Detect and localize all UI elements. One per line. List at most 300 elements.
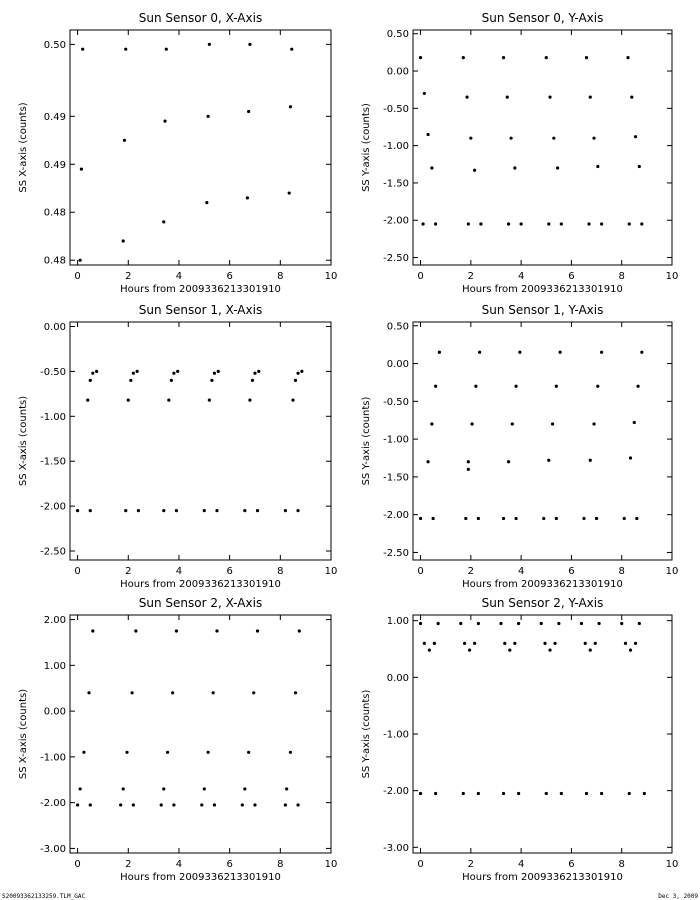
x-tick-label: 0 [74,566,81,577]
y-tick-label: 1.00 [386,616,409,628]
data-point [171,691,174,694]
x-tick-label: 8 [618,271,625,282]
x-tick-label: 4 [175,271,183,282]
y-tick-label: -1.00 [40,752,66,764]
data-point [289,751,292,754]
data-point [300,370,303,373]
x-tick-label: 8 [277,566,284,577]
x-tick-label: 10 [324,271,338,282]
data-point [160,803,163,806]
data-point [124,48,127,51]
x-tick-label: 6 [568,566,575,577]
chart-title: Sun Sensor 1, X-Axis [138,303,263,317]
data-point [95,370,98,373]
data-point [419,622,422,625]
data-point [582,517,585,520]
data-point [207,751,210,754]
data-point [246,196,249,199]
data-point [557,622,560,625]
y-tick-label: -1.50 [40,456,66,468]
x-tick-label: 10 [324,566,338,577]
x-tick-label: 2 [125,271,132,282]
data-point [123,139,126,142]
data-point [540,622,543,625]
data-point [215,509,218,512]
data-point [122,239,125,242]
data-point [624,642,627,645]
y-tick-label: 0.49 [43,111,66,123]
data-point [470,422,473,425]
chart-panel-0 [18,11,337,295]
data-point [636,385,639,388]
data-point [463,642,466,645]
y-axis-label: SS Y-axis (counts) [361,689,372,779]
chart-title: Sun Sensor 2, X-Axis [138,596,263,610]
chart-panel-4 [18,596,337,883]
y-tick-label: 0.48 [43,207,66,219]
data-point [291,399,294,402]
data-point [433,642,436,645]
x-tick-label: 2 [125,566,132,577]
data-point [547,222,550,225]
data-point [298,629,301,632]
data-point [210,379,213,382]
data-point [89,803,92,806]
data-point [419,56,422,59]
y-tick-label: -0.50 [383,396,409,408]
y-tick-label: -1.00 [383,141,409,153]
data-point [467,460,470,463]
plot-frame [70,30,331,265]
data-point [165,48,168,51]
x-tick-label: 8 [618,566,625,577]
x-axis-label: Hours from 2009336213301910 [462,284,623,295]
x-tick-label: 4 [517,859,525,870]
data-point [517,792,520,795]
y-axis-label: SS X-axis (counts) [18,102,29,193]
data-point [643,792,646,795]
data-point [600,792,603,795]
data-point [596,165,599,168]
chart-panel-2 [18,303,337,590]
data-point [513,166,516,169]
data-point [555,385,558,388]
data-point [509,137,512,140]
data-point [626,56,629,59]
data-point [256,629,259,632]
x-tick-label: 0 [417,859,424,870]
data-point [426,133,429,136]
x-tick-label: 6 [226,566,233,577]
x-axis-label: Hours from 2009336213301910 [120,284,281,295]
data-point [465,96,468,99]
data-point [474,385,477,388]
x-tick-label: 6 [568,271,575,282]
y-tick-label: 0.00 [386,672,409,684]
data-point [91,372,94,375]
x-tick-label: 6 [226,271,233,282]
data-point [247,751,250,754]
y-tick-label: 1.00 [43,660,66,672]
data-point [205,201,208,204]
data-point [423,642,426,645]
data-point [130,691,133,694]
data-point [478,351,481,354]
x-tick-label: 8 [277,271,284,282]
data-point [419,517,422,520]
data-point [547,459,550,462]
data-point [434,792,437,795]
data-point [589,96,592,99]
data-point [628,792,631,795]
data-point [560,792,563,795]
x-tick-label: 4 [175,859,183,870]
x-tick-label: 8 [618,859,625,870]
data-point [507,460,510,463]
data-point [467,468,470,471]
y-tick-label: -2.50 [40,546,66,558]
data-point [162,509,165,512]
data-point [587,222,590,225]
data-point [256,509,259,512]
data-point [502,792,505,795]
x-tick-label: 2 [467,271,475,282]
x-tick-label: 10 [665,271,679,282]
y-tick-label: 0.49 [43,159,66,171]
y-tick-label: 0.00 [43,321,66,333]
data-point [87,691,90,694]
data-point [296,509,299,512]
data-point [124,509,127,512]
x-tick-label: 0 [417,271,424,282]
data-point [600,222,603,225]
data-point [213,372,216,375]
data-point [290,48,293,51]
data-point [592,422,595,425]
data-point [640,351,643,354]
data-point [477,517,480,520]
data-point [585,792,588,795]
x-tick-label: 4 [175,566,183,577]
x-tick-label: 2 [467,566,475,577]
data-point [477,622,480,625]
data-point [296,372,299,375]
data-point [432,517,435,520]
y-tick-label: -2.00 [383,786,409,798]
data-point [434,385,437,388]
data-point [423,92,426,95]
data-point [203,509,206,512]
data-point [469,137,472,140]
data-point [585,56,588,59]
data-point [248,43,251,46]
data-point [629,456,632,459]
data-point [163,120,166,123]
plot-frame [413,615,672,853]
data-point [212,691,215,694]
data-point [176,370,179,373]
data-point [596,385,599,388]
data-point [584,642,587,645]
footer-date-label: Dec 3, 2009 [658,893,698,900]
data-point [506,96,509,99]
data-point [473,642,476,645]
y-tick-label: -3.00 [383,842,409,854]
x-tick-label: 4 [517,271,525,282]
data-point [597,622,600,625]
y-tick-label: -2.50 [383,547,409,559]
y-tick-label: 0.00 [43,706,66,718]
data-point [253,803,256,806]
y-tick-label: -1.50 [383,472,409,484]
data-point [175,629,178,632]
data-point [477,792,480,795]
chart-panel-1 [361,11,678,295]
x-tick-label: 0 [74,859,81,870]
y-tick-label: 0.50 [43,39,66,51]
data-point [76,509,79,512]
y-tick-label: -1.00 [40,411,66,423]
data-point [511,422,514,425]
data-point [127,399,130,402]
y-tick-label: 0.00 [386,66,409,78]
data-point [132,803,135,806]
data-point [426,460,429,463]
y-tick-label: -0.50 [40,366,66,378]
data-point [503,642,506,645]
y-tick-label: -2.00 [383,215,409,227]
data-point [89,509,92,512]
data-point [640,222,643,225]
data-point [514,385,517,388]
x-tick-label: 10 [665,566,679,577]
data-point [82,751,85,754]
x-tick-label: 2 [125,859,132,870]
x-tick-label: 6 [568,859,575,870]
data-point [545,56,548,59]
data-point [514,517,517,520]
y-tick-label: 0.50 [386,321,409,333]
data-point [633,421,636,424]
data-point [241,803,244,806]
data-point [630,96,633,99]
data-point [294,691,297,694]
plot-frame [413,322,672,560]
data-point [167,399,170,402]
plot-frame [413,30,672,265]
data-point [548,649,551,652]
data-point [285,787,288,790]
data-point [208,399,211,402]
y-tick-label: -2.50 [383,253,409,265]
y-tick-label: 0.50 [386,29,409,41]
data-point [556,166,559,169]
chart-title: Sun Sensor 1, Y-Axis [481,303,604,317]
x-tick-label: 0 [74,271,81,282]
data-point [467,222,470,225]
data-point [543,642,546,645]
data-point [172,803,175,806]
data-point [638,622,641,625]
data-point [80,167,83,170]
x-tick-label: 10 [324,859,338,870]
data-point [473,169,476,172]
data-point [251,379,254,382]
y-tick-label: 0.48 [43,255,66,267]
data-point [545,792,548,795]
y-axis-label: SS Y-axis (counts) [361,396,372,486]
data-point [257,370,260,373]
data-point [119,803,122,806]
data-point [170,379,173,382]
data-point [513,642,516,645]
data-point [207,115,210,118]
data-point [134,629,137,632]
data-point [284,803,287,806]
x-axis-label: Hours from 2009336213301910 [120,579,281,590]
y-tick-label: -2.00 [383,510,409,522]
chart-title: Sun Sensor 2, Y-Axis [481,596,604,610]
data-point [200,803,203,806]
data-point [462,792,465,795]
data-point [628,222,631,225]
data-point [162,787,165,790]
data-point [79,787,82,790]
data-point [296,803,299,806]
data-point [634,642,637,645]
x-axis-label: Hours from 2009336213301910 [120,872,281,883]
data-point [284,509,287,512]
data-point [634,135,637,138]
x-tick-label: 2 [467,859,475,870]
data-point [213,803,216,806]
y-tick-label: 0.00 [386,359,409,371]
data-point [462,56,465,59]
data-point [594,642,597,645]
data-point [428,649,431,652]
y-tick-label: -1.00 [383,729,409,741]
data-point [208,43,211,46]
data-point [595,517,598,520]
data-point [499,622,502,625]
data-point [638,165,641,168]
data-point [172,372,175,375]
y-tick-label: -1.50 [383,178,409,190]
data-point [162,220,165,223]
data-point [620,622,623,625]
data-point [289,105,292,108]
data-point [76,803,79,806]
x-tick-label: 8 [277,859,284,870]
data-point [542,517,545,520]
x-axis-label: Hours from 2009336213301910 [462,579,623,590]
data-point [629,649,632,652]
data-point [129,379,132,382]
data-point [517,622,520,625]
x-tick-label: 4 [517,566,525,577]
data-point [252,691,255,694]
data-point [507,222,510,225]
data-point [430,166,433,169]
x-axis-label: Hours from 2009336213301910 [462,872,623,883]
data-point [203,787,206,790]
data-point [437,622,440,625]
data-point [421,222,424,225]
data-point [623,517,626,520]
data-point [247,110,250,113]
data-point [136,370,139,373]
data-point [589,459,592,462]
data-point [459,622,462,625]
y-tick-label: 2.00 [43,615,66,627]
data-point [288,191,291,194]
data-point [580,622,583,625]
data-point [122,787,125,790]
data-point [555,517,558,520]
data-point [243,787,246,790]
data-point [464,517,467,520]
y-tick-label: -1.00 [383,434,409,446]
data-point [253,372,256,375]
data-point [479,222,482,225]
y-tick-label: -0.50 [383,103,409,115]
data-point [552,137,555,140]
x-tick-label: 0 [417,566,424,577]
data-point [81,48,84,51]
data-point [559,351,562,354]
y-axis-label: SS Y-axis (counts) [361,103,372,192]
data-point [508,649,511,652]
data-point [589,649,592,652]
data-point [548,96,551,99]
data-point [430,422,433,425]
data-point [86,399,89,402]
data-point [166,751,169,754]
data-point [502,56,505,59]
y-tick-label: -3.00 [40,843,66,855]
data-point [215,629,218,632]
data-point [468,649,471,652]
data-point [419,792,422,795]
data-point [175,509,178,512]
data-point [132,372,135,375]
data-point [125,751,128,754]
data-point [560,222,563,225]
x-tick-label: 6 [226,859,233,870]
chart-title: Sun Sensor 0, X-Axis [138,11,263,25]
plot-frame [70,322,331,560]
x-tick-label: 10 [665,859,679,870]
data-point [248,399,251,402]
data-point [592,137,595,140]
data-point [294,379,297,382]
data-point [89,379,92,382]
data-point [553,642,556,645]
data-point [635,517,638,520]
data-point [520,222,523,225]
data-point [600,351,603,354]
y-axis-label: SS X-axis (counts) [18,688,29,780]
data-point [518,351,521,354]
chart-panel-3 [361,303,678,590]
footer-file-label: S20093362133259.TLM_GAC [2,893,86,900]
data-point [91,629,94,632]
data-point [438,351,441,354]
y-axis-label: SS X-axis (counts) [18,395,29,487]
y-tick-label: -2.00 [40,798,66,810]
data-point [137,509,140,512]
data-point [551,422,554,425]
